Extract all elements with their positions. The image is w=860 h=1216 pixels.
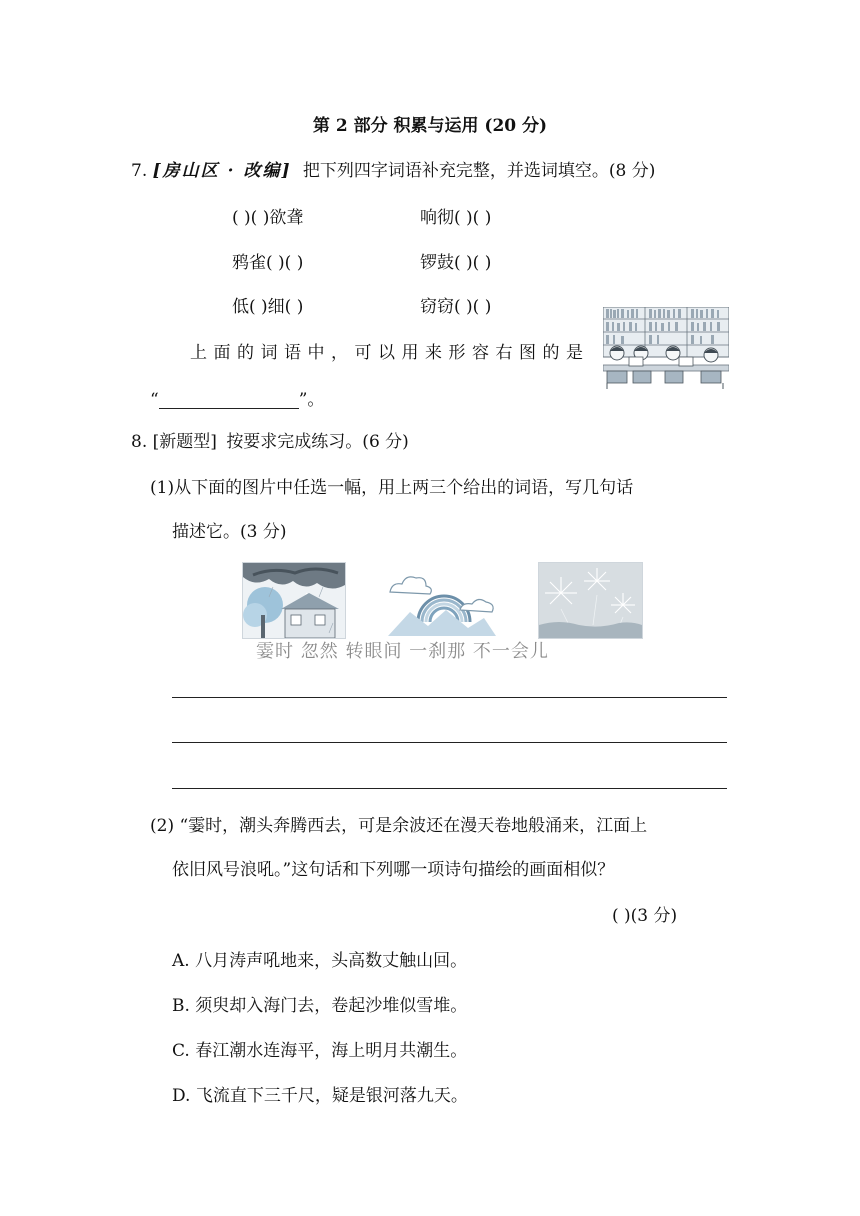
answer-blank-line[interactable]	[159, 394, 299, 409]
q7-row1-b: 响彻( )( )	[420, 208, 492, 228]
storm-house-picture	[242, 562, 346, 639]
q8-part1-line1: (1)从下面的图片中任选一幅，用上两三个给出的词语，写几句话	[150, 478, 634, 498]
reading-room-illustration	[603, 307, 729, 389]
section-title: 第 2 部分 积累与运用 (20 分)	[312, 116, 548, 136]
q7-source: [房山区 · 改编]	[152, 161, 292, 181]
q7-answer-line	[150, 392, 324, 409]
option-d[interactable]: D. 飞流直下三千尺，疑是银河落九天。	[172, 1086, 468, 1106]
open-quote: “	[150, 390, 159, 410]
rainbow-picture	[388, 566, 496, 636]
q7-fill-text: 上面的词语中，可以用来形容右图的是	[190, 343, 590, 363]
q8-part1-line2: 描述它。(3 分)	[172, 522, 287, 542]
q7-row2-a: 鸦雀( )( )	[232, 253, 304, 273]
q7-row3-a: 低( )细( )	[232, 297, 304, 317]
word-bank: 霎时 忽然 转眼间 一刹那 不一会儿	[256, 641, 549, 662]
q8-tag: [新题型]	[152, 432, 217, 452]
writing-line-1[interactable]	[172, 697, 727, 698]
option-a[interactable]: A. 八月涛声吼地来，头高数丈触山回。	[172, 951, 468, 971]
q7-row3-b: 窃窃( )( )	[420, 297, 492, 317]
q7-number: 7.	[131, 161, 148, 181]
option-b[interactable]: B. 须臾却入海门去，卷起沙堆似雪堆。	[172, 996, 468, 1016]
q7-row1-a: ( )( )欲聋	[232, 208, 304, 228]
q8-number: 8.	[131, 432, 148, 452]
close-quote: ”。	[298, 390, 325, 410]
fireworks-picture	[538, 562, 643, 639]
q7-header	[131, 163, 655, 180]
q8-header	[131, 434, 409, 451]
q7-prompt: 把下列四字词语补充完整，并选词填空。(8 分)	[302, 161, 656, 181]
writing-line-2[interactable]	[172, 742, 727, 743]
q8-part2-line2: 依旧风号浪吼。”这句话和下列哪一项诗句描绘的画面相似？	[172, 860, 615, 880]
q8-part2-line1: (2) “霎时，潮头奔腾西去，可是余波还在漫天卷地般涌来，江面上	[150, 816, 648, 836]
q8-prompt: 按要求完成练习。(6 分)	[226, 432, 409, 452]
option-c[interactable]: C. 春江潮水连海平，海上明月共潮生。	[172, 1041, 468, 1061]
writing-line-3[interactable]	[172, 788, 727, 789]
q7-row2-b: 锣鼓( )( )	[420, 253, 492, 273]
q8-answer-blank[interactable]: ( )(3 分)	[612, 906, 678, 926]
